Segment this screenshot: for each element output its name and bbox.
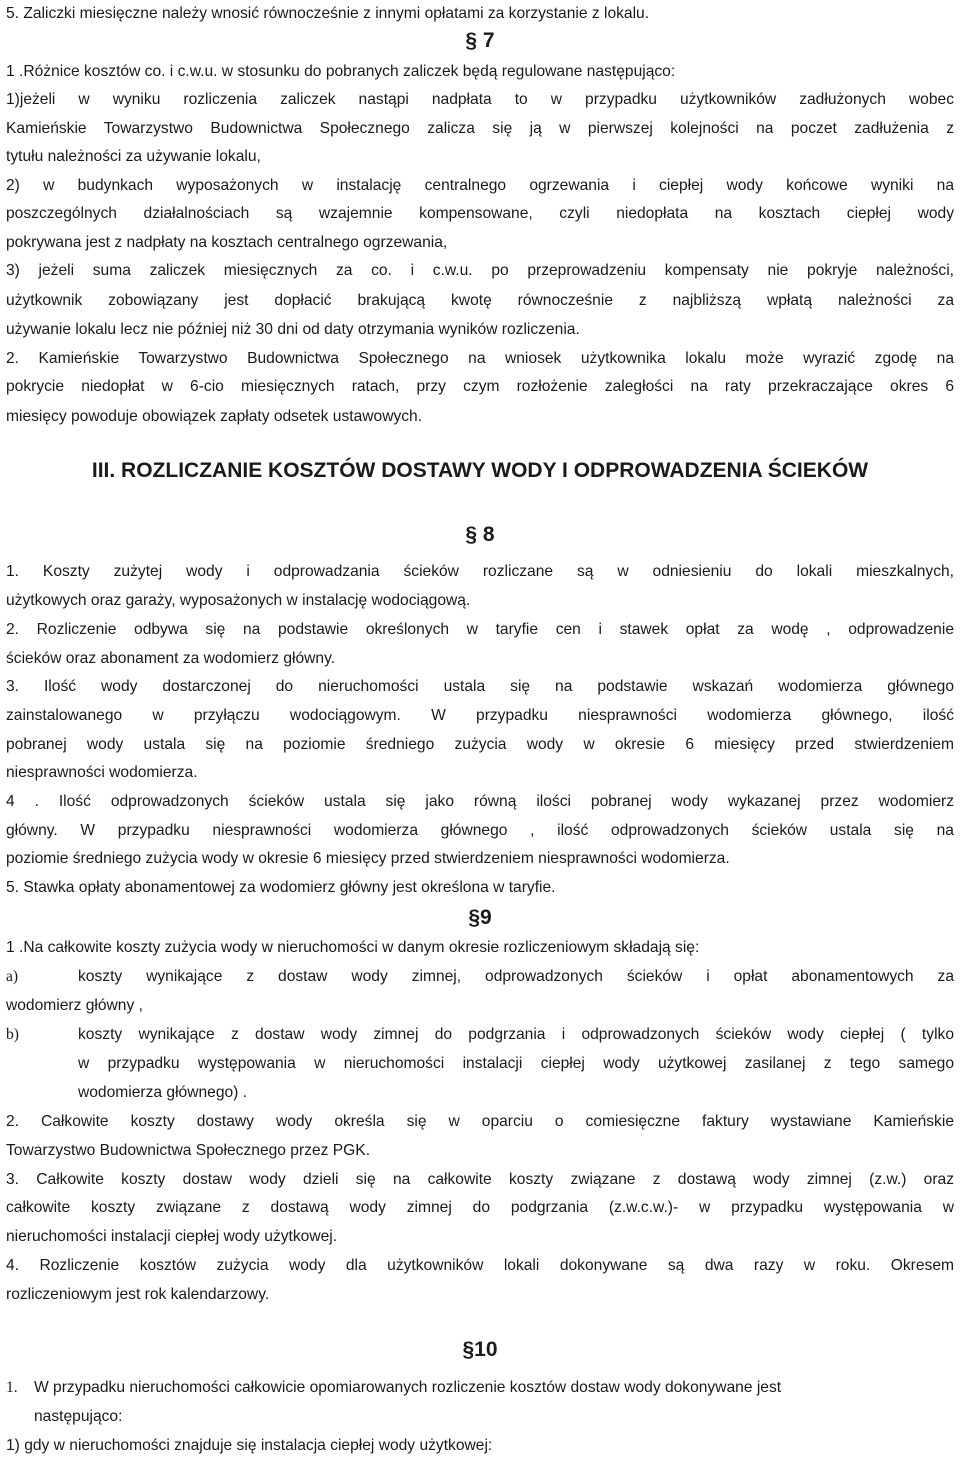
sec8-line: pobranej wody ustala się na poziomie średniego zużycia wody w okresie 6 miesięcy przed stwierdzeniem — [6, 736, 954, 753]
sec9-item-b-line: wodomierza głównego) . — [78, 1084, 248, 1101]
sec9-line: 2. Całkowite koszty dostawy wody określa się w oparciu o comiesięczne faktury wystawiane Kamieńskie — [6, 1113, 954, 1130]
sec7-line: poszczególnych działalnościach są wzajemnie kompensowane, czyli niedopłata na kosztach ciepłej wody — [6, 205, 954, 222]
sec7-line: 2) w budynkach wyposażonych w instalację centralnego ogrzewania i ciepłej wody końcowe wyniki na — [6, 177, 954, 194]
sec8-line: 1. Koszty zużytej wody i odprowadzania ścieków rozliczane są w odniesieniu do lokali mieszkalnych, — [6, 563, 954, 580]
sec7-line: 1)jeżeli w wyniku rozliczenia zaliczek nastąpi nadpłata to w przypadku użytkowników zadłużonych wobec — [6, 91, 954, 108]
section-title-9: §9 — [468, 906, 492, 929]
sec7-line: 3) jeżeli suma zaliczek miesięcznych za co. i c.w.u. po przeprowadzeniu kompensaty nie pokryje należności, — [6, 262, 954, 279]
sec9-line: całkowite koszty związane z dostawą wody zimnej do podgrzania (z.w.c.w.)- w przypadku występowania w — [6, 1199, 954, 1216]
sec8-line: poziomie średniego zużycia wody w okresie 6 miesięcy przed stwierdzeniem niesprawności wodomierza. — [6, 850, 730, 867]
sec10-item1-line: W przypadku nieruchomości całkowicie opomiarowanych rozliczenie kosztów dostaw wody dokonywane jest — [34, 1379, 782, 1396]
sec7-line: miesięcy powoduje obowiązek zapłaty odsetek ustawowych. — [6, 408, 423, 425]
sec9-item-b-line: w przypadku występowania w nieruchomości instalacji ciepłej wody użytkowej zasilanej z tego samego — [78, 1055, 954, 1072]
sec9-line: 4. Rozliczenie kosztów zużycia wody dla użytkowników lokali dokonywane są dwa razy w roku. Okresem — [6, 1257, 954, 1274]
sec7-line: użytkownik zobowiązany jest dopłacić brakującą kwotę równocześnie z najbliższą wpłatą należności za — [6, 292, 954, 309]
sec9-item-a-line: wodomierz główny , — [6, 997, 143, 1014]
sec9-line: rozliczeniowym jest rok kalendarzowy. — [6, 1286, 270, 1303]
sec8-line: zainstalowanego w przyłączu wodociągowym. W przypadku niesprawności wodomierza głównego, ilość — [6, 707, 954, 724]
sec7-line: 1 .Różnice kosztów co. i c.w.u. w stosunku do pobranych zaliczek będą regulowane następująco: — [6, 63, 676, 80]
sec9-intro: 1 .Na całkowite koszty zużycia wody w nieruchomości w danym okresie rozliczeniowym składają się: — [6, 939, 700, 956]
list-marker-b: b) — [6, 1026, 19, 1043]
sec8-line: 3. Ilość wody dostarczonej do nieruchomości ustala się na podstawie wskazań wodomierza głównego — [6, 678, 954, 695]
sec9-line: 3. Całkowite koszty dostaw wody dzieli się na całkowite koszty związane z dostawą wody zimnej (z.w.) oraz — [6, 1171, 954, 1188]
chapter-heading: III. ROZLICZANIE KOSZTÓW DOSTAWY WODY I ODPROWADZENIA ŚCIEKÓW — [91, 459, 869, 482]
sec7-line: Kamieńskie Towarzystwo Budownictwa Społecznego zalicza się ją w pierwszej kolejności na poczet zadłużenia z — [6, 120, 954, 137]
section-title-7: § 7 — [465, 29, 495, 52]
sec8-line: 4 . Ilość odprowadzonych ścieków ustala się jako równą ilości pobranej wody wykazanej przez wodomierz — [6, 793, 954, 810]
sec9-line: Towarzystwo Budownictwa Społecznego przez PGK. — [6, 1142, 371, 1159]
sec8-line: 5. Stawka opłaty abonamentowej za wodomierz główny jest określona w taryfie. — [6, 879, 556, 896]
sec10-item1-sub: 1) gdy w nieruchomości znajduje się instalacja ciepłej wody użytkowej: — [6, 1437, 493, 1454]
section-title-8: § 8 — [465, 523, 495, 546]
sec9-item-b-line: koszty wynikające z dostaw wody zimnej do podgrzania i odprowadzonych ścieków wody ciepłej ( tylko — [78, 1026, 954, 1043]
sec7-line: używanie lokalu lecz nie później niż 30 dni od daty otrzymania wyników rozliczenia. — [6, 321, 580, 338]
section-title-10: §10 — [462, 1338, 498, 1361]
sec8-line: główny. W przypadku niesprawności wodomierza głównego , ilość odprowadzonych ścieków ustala się na — [6, 822, 954, 839]
sec7-line: pokrywana jest z nadpłaty na kosztach centralnego ogrzewania, — [6, 234, 448, 251]
sec9-item-a-line: koszty wynikające z dostaw wody zimnej, odprowadzonych ścieków i opłat abonamentowych za — [78, 968, 954, 985]
paragraph-5-advance-payments: 5. Zaliczki miesięczne należy wnosić równocześnie z innymi opłatami za korzystanie z lokalu. — [6, 5, 650, 22]
sec9-line: nieruchomości instalacji ciepłej wody użytkowej. — [6, 1228, 338, 1245]
sec8-line: ścieków oraz abonament za wodomierz główny. — [6, 650, 336, 667]
list-marker-a: a) — [6, 968, 19, 985]
sec8-line: niesprawności wodomierza. — [6, 764, 198, 781]
sec7-line: tytułu należności za używanie lokalu, — [6, 148, 261, 165]
sec7-line: 2. Kamieńskie Towarzystwo Budownictwa Społecznego na wniosek użytkownika lokalu może wyrazić zgodę na — [6, 350, 954, 367]
sec10-item1-line: następująco: — [34, 1408, 123, 1425]
sec8-line: użytkowych oraz garaży, wyposażonych w instalację wodociągową. — [6, 592, 471, 609]
sec8-line: 2. Rozliczenie odbywa się na podstawie określonych w taryfie cen i stawek opłat za wodę , odprowadzenie — [6, 621, 954, 638]
list-number-1: 1. — [6, 1379, 18, 1396]
sec7-line: pokrycie niedopłat w 6-cio miesięcznych ratach, przy czym rozłożenie zaległości na raty przekraczające okres 6 — [6, 378, 954, 395]
